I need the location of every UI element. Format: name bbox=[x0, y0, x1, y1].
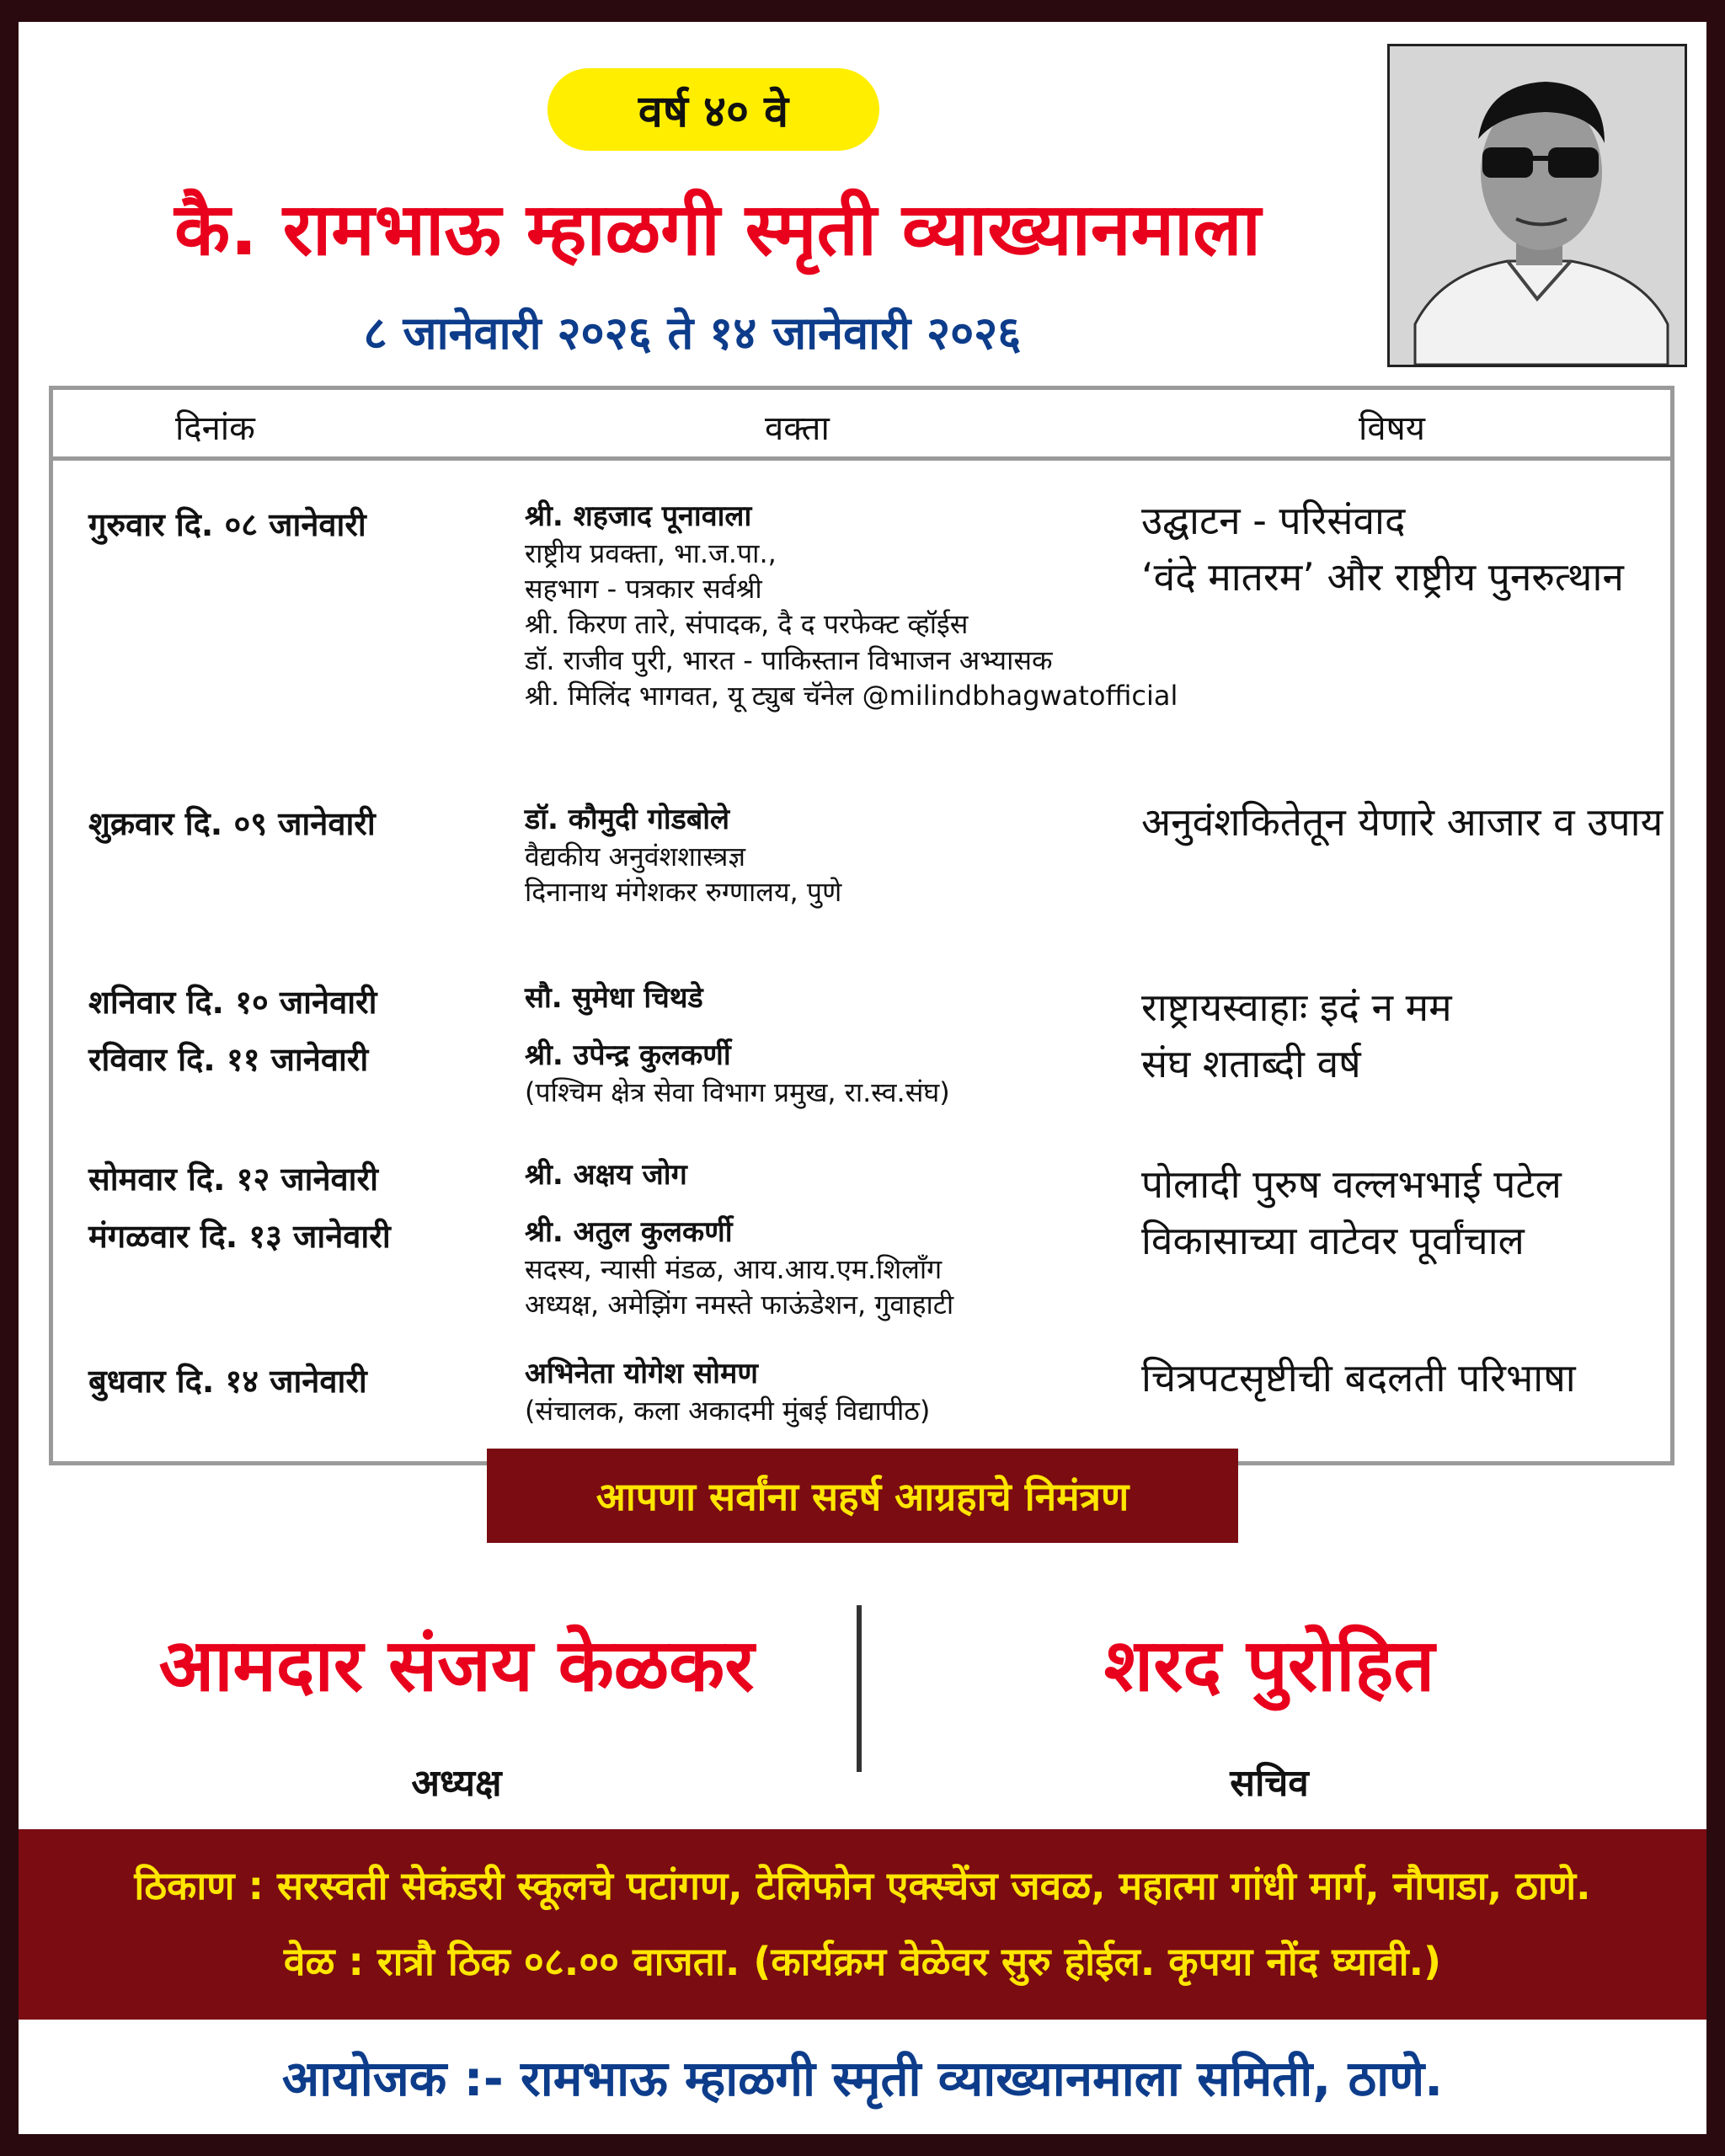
topic-block bbox=[1141, 794, 1663, 851]
official-role: अध्यक्ष bbox=[411, 1762, 502, 1805]
speaker-block bbox=[525, 1156, 687, 1194]
speaker-name: श्री. अतुल कुलकर्णी bbox=[525, 1215, 733, 1249]
venue-location: ठिकाण : सरस्वती सेकंडरी स्कूलचे पटांगण, टेलिफोन एक्स्चेंज जवळ, महात्मा गांधी मार्ग, नौपाडा, ठाणे. bbox=[134, 1863, 1591, 1908]
lecture-date: बुधवार दि. १४ जानेवारी bbox=[88, 1363, 367, 1400]
poster bbox=[19, 22, 1706, 2134]
speaker-detail: अध्यक्ष, अमेझिंग नमस्ते फाऊंडेशन, गुवाहाटी bbox=[525, 1289, 954, 1321]
topic-block bbox=[1141, 979, 1452, 1091]
lecture-date: गुरुवार दि. ०८ जानेवारी bbox=[88, 506, 366, 543]
topic-block bbox=[1141, 1156, 1562, 1268]
topic-text: राष्ट्रायस्वाहाः इदं न मम bbox=[1141, 985, 1452, 1030]
invitation-banner: आपणा सर्वांना सहर्ष आग्रहाचे निमंत्रण bbox=[487, 1449, 1238, 1543]
topic-text: विकासाच्या वाटेवर पूर्वांचाल bbox=[1141, 1217, 1525, 1263]
lecture-date: शनिवार दि. १० जानेवारी bbox=[88, 984, 377, 1021]
header-topic: विषय bbox=[1359, 409, 1425, 448]
topic-block bbox=[1141, 1350, 1576, 1406]
topic-text: चित्रपटसृष्टीची बदलती परिभाषा bbox=[1141, 1355, 1576, 1401]
speaker-block bbox=[525, 498, 1178, 713]
speaker-detail: डॉ. राजीव पुरी, भारत - पाकिस्तान विभाजन अभ्यासक bbox=[525, 643, 1053, 676]
speaker-name: श्री. शहजाद पूनावाला bbox=[525, 499, 752, 533]
speaker-name: सौ. सुमेधा चिथडे bbox=[525, 981, 703, 1015]
lecture-date: शुक्रवार दि. ०९ जानेवारी bbox=[88, 805, 376, 842]
speaker-detail: (संचालक, कला अकादमी मुंबई विद्यापीठ) bbox=[525, 1394, 931, 1427]
lecture-date: रविवार दि. ११ जानेवारी bbox=[88, 1041, 369, 1078]
divider bbox=[857, 1605, 862, 1772]
lecture-series-title: कै. रामभाऊ म्हाळगी स्मृती व्याख्यानमाला bbox=[174, 188, 1261, 272]
topic-text: ‘वंदे मातरम’ और राष्ट्रीय पुनरुत्थान bbox=[1141, 553, 1624, 600]
lecture-date: मंगळवार दि. १३ जानेवारी bbox=[88, 1218, 391, 1255]
header-date: दिनांक bbox=[175, 409, 255, 448]
speaker-detail: सहभाग - पत्रकार सर्वश्री bbox=[525, 573, 762, 606]
speaker-detail: श्री. किरण तारे, संपादक, दै द परफेक्ट व्हॉईस bbox=[525, 608, 969, 641]
header-speaker: वक्ता bbox=[765, 409, 830, 448]
topic-block bbox=[1141, 493, 1624, 605]
venue-bar bbox=[19, 1829, 1706, 2020]
official-name: आमदार संजय केळकर bbox=[158, 1624, 755, 1708]
year-badge: वर्ष ४० वे bbox=[547, 68, 879, 151]
speaker-block bbox=[525, 1214, 953, 1322]
official-name: शरद पुरोहित bbox=[1103, 1624, 1435, 1708]
speaker-name: श्री. अक्षय जोग bbox=[525, 1158, 687, 1192]
speaker-block bbox=[525, 1355, 930, 1428]
speaker-name: डॉ. कौमुदी गोडबोले bbox=[525, 803, 730, 836]
date-range: ८ जानेवारी २०२६ ते १४ जानेवारी २०२६ bbox=[363, 307, 1022, 360]
portrait-image bbox=[1390, 46, 1685, 365]
venue-time: वेळ : रात्रौ ठिक ०८.०० वाजता. (कार्यक्रम वेळेवर सुरु होईल. कृपया नोंद घ्यावी.) bbox=[283, 1939, 1442, 1984]
official-president bbox=[99, 1614, 814, 1806]
portrait-photo bbox=[1387, 44, 1687, 367]
topic-text: संघ शताब्दी वर्ष bbox=[1141, 1040, 1361, 1086]
speaker-detail: राष्ट्रीय प्रवक्ता, भा.ज.पा., bbox=[525, 536, 777, 569]
topic-text: पोलादी पुरुष वल्लभभाई पटेल bbox=[1141, 1161, 1562, 1207]
topic-text: अनुवंशकितेतून येणारे आजार व उपाय bbox=[1141, 799, 1664, 845]
schedule-table bbox=[49, 386, 1674, 1465]
speaker-detail: (पश्चिम क्षेत्र सेवा विभाग प्रमुख, रा.स्व.संघ) bbox=[525, 1075, 950, 1108]
speaker-name: अभिनेता योगेश सोमण bbox=[525, 1357, 758, 1390]
speaker-detail: सदस्य, न्यासी मंडळ, आय.आय.एम.शिलाँग bbox=[525, 1252, 943, 1285]
table-header bbox=[53, 390, 1670, 461]
speaker-block bbox=[525, 801, 841, 910]
official-secretary bbox=[911, 1614, 1627, 1806]
speaker-block bbox=[525, 979, 703, 1017]
speaker-block bbox=[525, 1037, 950, 1110]
speaker-detail: दिनानाथ मंगेशकर रुग्णालय, पुणे bbox=[525, 876, 842, 909]
lecture-date: सोमवार दि. १२ जानेवारी bbox=[88, 1161, 378, 1198]
official-role: सचिव bbox=[1230, 1762, 1309, 1805]
topic-text: उद्घाटन - परिसंवाद bbox=[1141, 498, 1406, 543]
speaker-name: श्री. उपेन्द्र कुलकर्णी bbox=[525, 1038, 731, 1072]
speaker-detail: वैद्यकीय अनुवंशशास्त्रज्ञ bbox=[525, 840, 745, 873]
organizer-line: आयोजक :- रामभाऊ म्हाळगी स्मृती व्याख्यानमाला समिती, ठाणे. bbox=[281, 2050, 1444, 2107]
speaker-detail: श्री. मिलिंद भागवत, यू ट्युब चॅनेल @milindbhagwatofficial bbox=[525, 679, 1178, 712]
